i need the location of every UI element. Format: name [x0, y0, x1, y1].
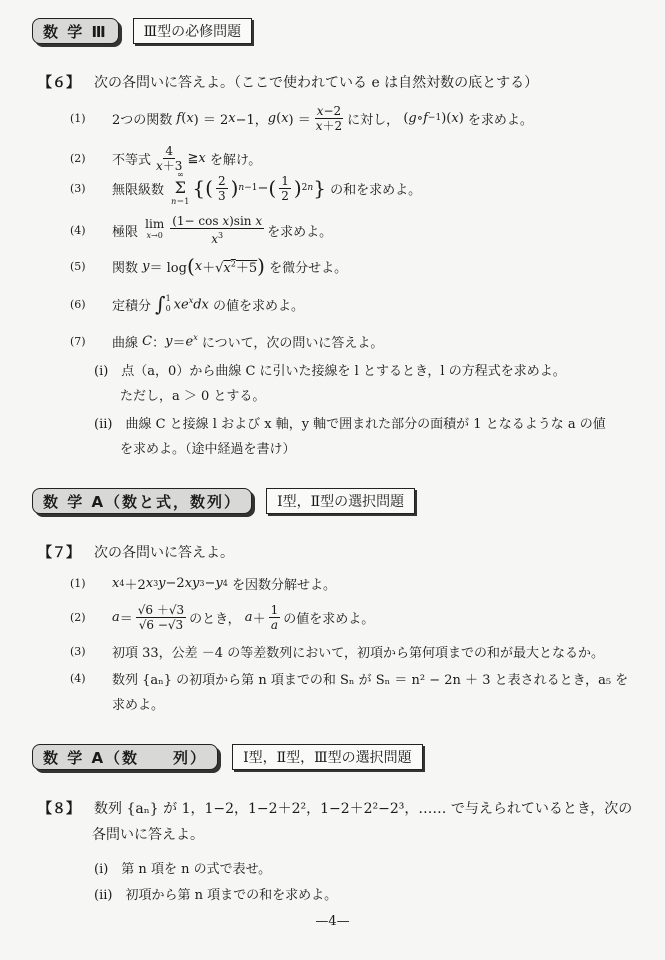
problem-7-title: 【７】 次の各問いに答えよ。 [38, 545, 234, 561]
q7-item-1: (1) x 4 ＋2 x 3 y −2 xy 3 − y 4 を因数分解せよ。 [70, 575, 336, 593]
q7-item-4-cont: 求めよ。 [112, 698, 165, 713]
problem-8-title-cont: 各問いに答えよ。 [92, 827, 204, 843]
q6-7-sub-i-cont: ただし，a ＞ 0 とする。 [120, 389, 266, 404]
q6-item-4: (4) 極限 lim x→0 $\frac{\text{(1− cos x)sin x}}{x^3}$ を求めよ。 [70, 214, 333, 246]
q7-item-2: (2) a ＝ $\frac{√6 +√3}{√6 -√3}$ のとき， a ＋ $\frac{1}{a}$ の値を求めよ。 [70, 602, 375, 632]
q8-sub-i: (i) 第 n 項を n の式で表せ。 [94, 862, 272, 877]
q6-item-6: (6) 定積分 ∫ 1 0 $xe^xdx$ の値を求めよ。 [70, 292, 305, 316]
problem-number: 【７】 [38, 545, 80, 561]
type-label: Ⅲ型の必修問題 [133, 18, 253, 44]
q6-7-sub-ii-cont: を求めよ。（途中経過を書け） [120, 442, 296, 457]
q6-item-1: (1) 2つの関数 f ( x ) ＝ 2 x −1， g ( x ) ＝ $\frac{x-2}{x+2}$ に対し， ( g ∘ f −1 )( x ) を求めよ。 [70, 103, 533, 133]
type-label: Ⅰ型，Ⅱ型，Ⅲ型の選択問題 [232, 744, 423, 770]
q7-item-4: (4) 数列 {aₙ} の初項から第 n 項までの和 Sₙ が Sₙ ＝ n² − 2n ＋ 3 と表されるとき，a₅ を [70, 671, 629, 688]
q8-sub-ii: (ii) 初項から第 n 項までの和を求めよ。 [94, 888, 338, 903]
subject-tag: 数 学 A（数 列） [32, 744, 218, 770]
problem-6-title: 【６】 次の各問いに答えよ。（ここで使われている e は自然対数の底とする） [38, 75, 539, 91]
section-header-mathA-1 [32, 488, 415, 514]
section-header-math3 [32, 18, 252, 44]
q6-item-3: (3) 無限級数 ∞ Σ n＝1 { ( $\frac{2}{3}$ ) n−1 − ( $\frac{1}{2}$ ) 2n } の和を求めよ。 [70, 170, 422, 206]
page-number: —4— [315, 914, 350, 929]
problem-number: 【８】 [38, 801, 80, 817]
q7-item-3: (3) 初項 33，公差 －4 の等差数列において，初項から第何項までの和が最大となるか。 [70, 644, 604, 661]
q6-7-sub-i: (i) 点（a，0）から曲線 C に引いた接線を l とするとき，l の方程式を求めよ。 [94, 364, 566, 379]
problem-number: 【６】 [38, 75, 80, 91]
q6-item-5: (5) 関数 y ＝ log ( x ＋√ $x^2+5$ ) を微分せよ。 [70, 254, 348, 278]
q6-item-7: (7) 曲線 C ： y ＝ $e^x$ について，次の問いに答えよ。 [70, 332, 384, 351]
section-header-mathA-2 [32, 744, 423, 770]
subject-tag: 数 学 A（数と式，数列） [32, 488, 252, 514]
q6-7-sub-ii: (ii) 曲線 C と接線 l および x 軸，y 軸で囲まれた部分の面積が 1 となるような a の値 [94, 417, 606, 432]
problem-8-title: 【８】 数列 {aₙ} が 1，1−2，1−2＋2²，1−2＋2²−2³，…… で与えられているとき，次の [38, 801, 633, 817]
type-label: Ⅰ型，Ⅱ型の選択問題 [266, 488, 415, 514]
q6-item-2: (2) 不等式 $\frac{4}{x+3}$ ≧ x を解け。 [70, 143, 262, 173]
subject-tag: 数 学 Ⅲ [32, 18, 119, 44]
